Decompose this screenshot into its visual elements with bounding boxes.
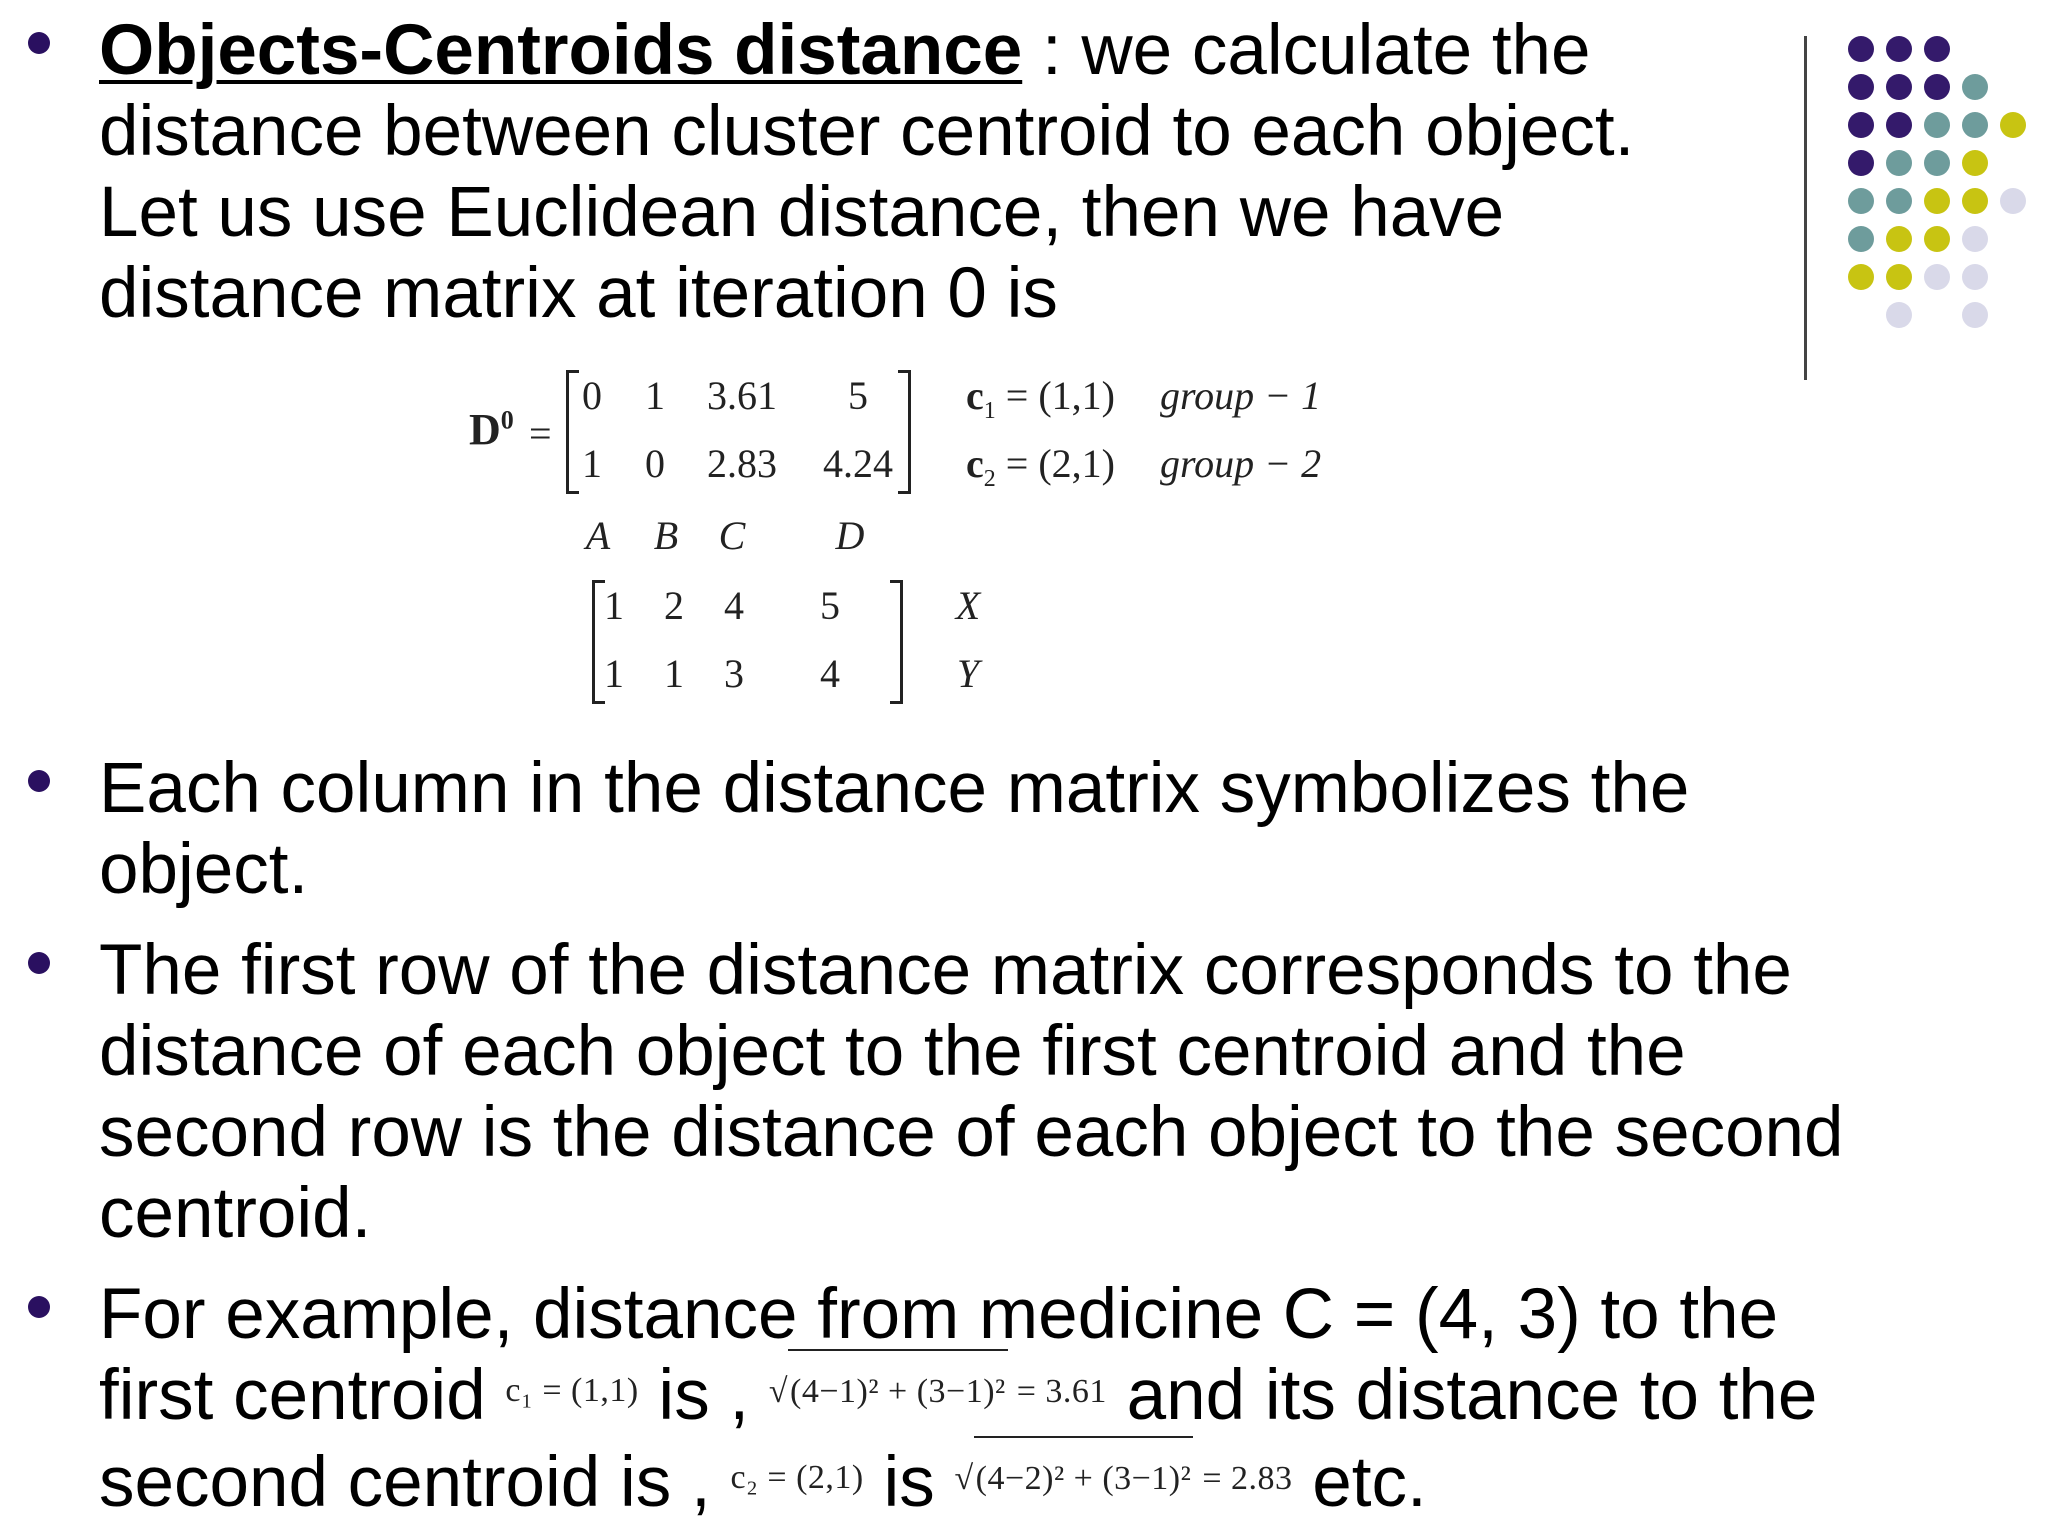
matrix-cell: 1 — [645, 373, 665, 418]
coord-cell: 2 — [664, 583, 684, 628]
coord-cell: 1 — [664, 651, 684, 696]
bullet-marker — [28, 952, 50, 974]
column-label: A — [585, 513, 611, 558]
matrix-cell: 1 — [582, 441, 602, 486]
matrix-cell: 0 — [582, 373, 602, 418]
matrix-label: $D^0$ — [469, 405, 514, 454]
column-label: B — [653, 513, 679, 558]
coord-cell: 1 — [604, 583, 624, 628]
coord-cell: 4 — [820, 651, 840, 696]
matrix-cell: 3.61 — [707, 373, 777, 418]
coord-cell: 4 — [724, 583, 744, 628]
inline-equation-2: √(4−2)² + (3−1)² = 2.83 — [954, 1436, 1292, 1519]
decorative-dot — [2000, 188, 2026, 214]
matrix-cell: 2.83 — [707, 441, 777, 486]
matrix-cell: 5 — [848, 373, 868, 418]
bullet-marker — [28, 1296, 50, 1318]
column-label: D — [835, 513, 865, 558]
coord-cell: 5 — [820, 583, 840, 628]
bullet-4-text: For example, distance from medicine C = (4, 3) to the first centroid c₁ = (1,1) is , √(4−1)² + (3−1)² = 3.61 and its distance to the second centroid is , c₂ = (2,1) is √(4−2)² + (3−1)² = 2.83 etc. — [99, 1275, 1818, 1522]
decorative-dot — [2000, 112, 2026, 138]
heading-objects-centroids: Objects-Centroids distance — [99, 11, 1023, 90]
centroid-1-group: group − 1 — [1160, 373, 1322, 418]
matrix-cell: 4.24 — [823, 441, 893, 486]
bullet-1-text: Objects-Centroids distance : we calculate the distance between cluster centroid to each object. Let us use Euclidean distance, then we have distance matrix at iteration 0 is — [99, 11, 1635, 333]
inline-centroid-1: c₁ = (1,1) — [505, 1371, 639, 1409]
coord-cell: 3 — [724, 651, 744, 696]
bullet-3-text: The first row of the distance matrix corresponds to the distance of each object to the first centroid and the second row is the distance of each object to the second centroid. — [99, 931, 1844, 1253]
centroid-1-label: $c_1 = (1,1)$ — [966, 373, 1115, 424]
centroid-2-label: $c_2 = (2,1)$ — [966, 441, 1115, 492]
column-label: C — [718, 513, 746, 558]
coord-label-x: X — [955, 583, 981, 628]
inline-equation-1: √(4−1)² + (3−1)² = 3.61 — [769, 1349, 1107, 1432]
matrix-left-bracket — [566, 370, 579, 494]
matrix-right-bracket — [898, 370, 911, 494]
bullet-marker — [28, 770, 50, 792]
inline-centroid-2: c₂ = (2,1) — [730, 1458, 864, 1496]
coord-matrix-right-bracket — [890, 580, 903, 704]
bullet-marker — [28, 32, 50, 54]
bullet-2-text: Each column in the distance matrix symbolizes the object. — [99, 749, 1690, 909]
coord-cell: 1 — [604, 651, 624, 696]
centroid-2-group: group − 2 — [1160, 441, 1322, 486]
coord-label-y: Y — [956, 651, 980, 696]
matrix-equals: = — [529, 411, 552, 456]
matrix-cell: 0 — [645, 441, 665, 486]
